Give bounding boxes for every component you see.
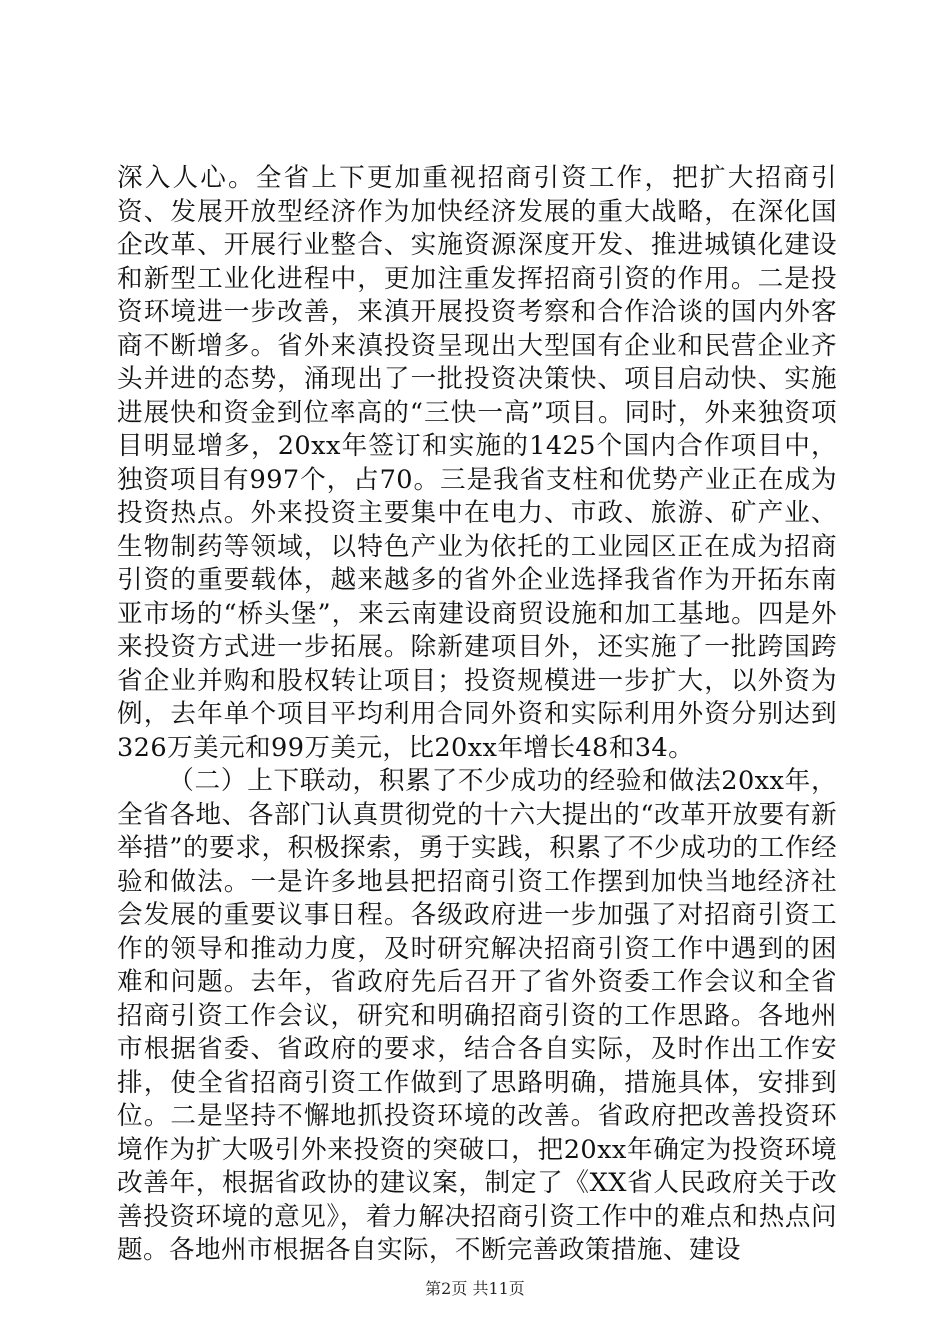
paragraph-2: （二）上下联动，积累了不少成功的经验和做法20xx年，全省各地、各部门认真贯彻党的十六大提出的“改革开放要有新举措”的要求，积极探索，勇于实践，积累了不少成功的工作经验和做法。一是许多地县把招商引资工作摆到加快当地经济社会发展的重要议事日程。各级政府进一步加强了对招商引资工作的领导和推动力度，及时研究解决招商引资工作中遇到的困难和问题。去年，省政府先后召开了省外资委工作会议和全省招商引资工作会议，研究和明确招商引资的工作思路。各地州市根据省委、省政府的要求，结合各自实际，及时作出工作安排，使全省招商引资工作做到了思路明确，措施具体，安排到位。二是坚持不懈地抓投资环境的改善。省政府把改善投资环境作为扩大吸引外来投资的突破口，把20xx年确定为投资环境改善年，根据省政协的建议案，制定了《XX省人民政府关于改善投资环境的意见》，着力解决招商引资工作中的难点和热点问题。各地州市根据各自实际，不断完善政策措施、建设 [117, 766, 837, 1265]
document-body [117, 162, 837, 1268]
paragraph-1: 深入人心。全省上下更加重视招商引资工作，把扩大招商引资、发展开放型经济作为加快经济发展的重大战略，在深化国企改革、开展行业整合、实施资源深度开发、推进城镇化建设和新型工业化进程中，更加注重发挥招商引资的作用。二是投资环境进一步改善，来滇开展投资考察和合作洽谈的国内外客商不断增多。省外来滇投资呈现出大型国有企业和民营企业齐头并进的态势，涌现出了一批投资决策快、项目启动快、实施进展快和资金到位率高的“三快一高”项目。同时，外来独资项目明显增多，20xx年签订和实施的1425个国内合作项目中，独资项目有997个，占70。三是我省支柱和优势产业正在成为投资热点。外来投资主要集中在电力、市政、旅游、矿产业、生物制药等领域，以特色产业为依托的工业园区正在成为招商引资的重要载体，越来越多的省外企业选择我省作为开拓东南亚市场的“桥头堡”，来云南建设商贸设施和加工基地。四是外来投资方式进一步拓展。除新建项目外，还实施了一批跨国跨省企业并购和股权转让项目；投资规模进一步扩大，以外资为例，去年单个项目平均利用合同外资和实际利用外资分别达到326万美元和99万美元，比20xx年增长48和34。 [117, 163, 837, 763]
page-footer: 第2页 共11页 [425, 1279, 525, 1298]
